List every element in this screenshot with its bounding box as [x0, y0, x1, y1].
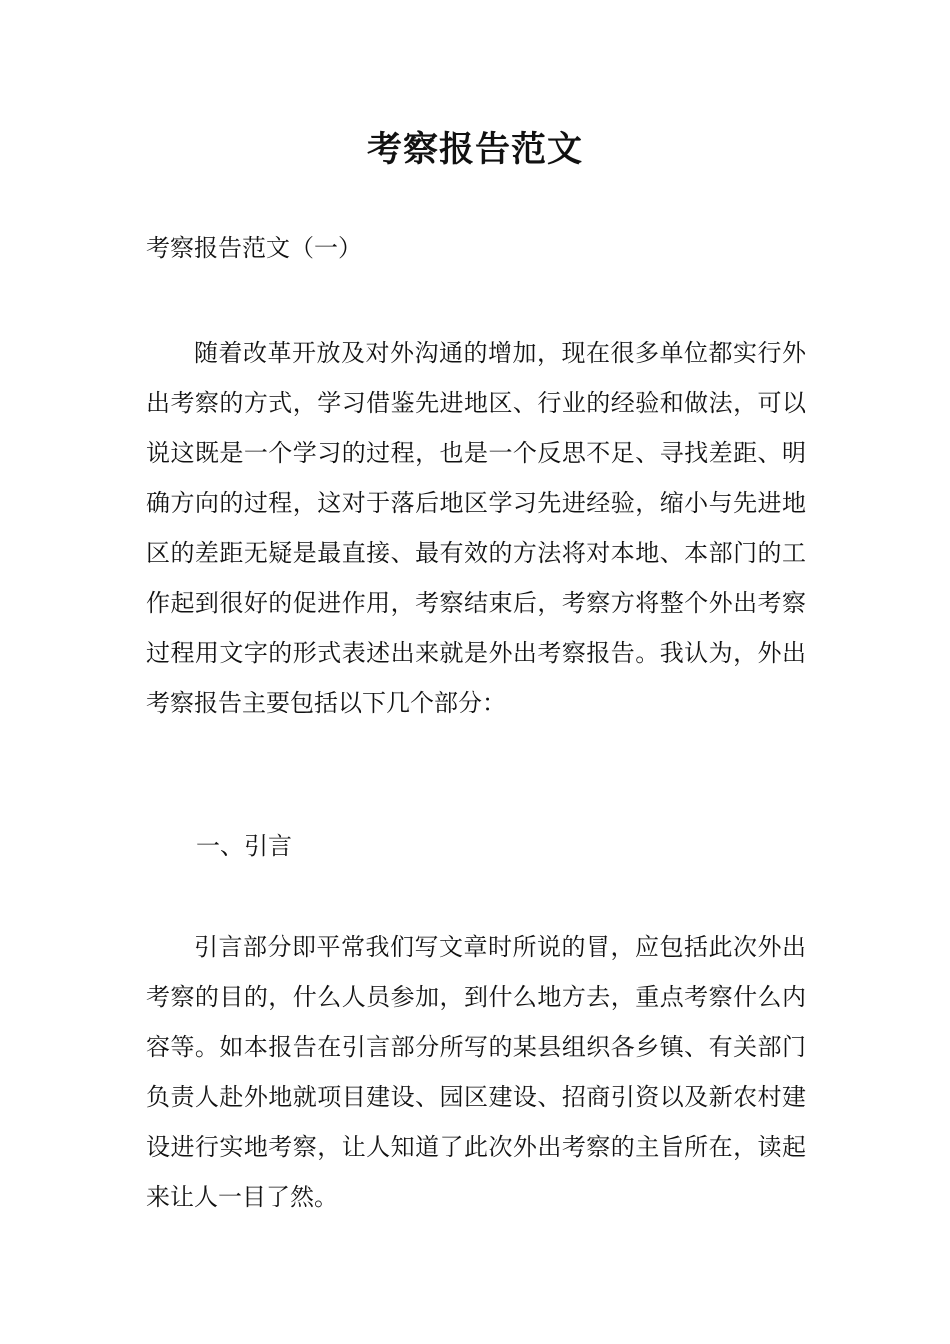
section-heading: 考察报告范文（一）	[146, 234, 362, 262]
paragraph-intro: 随着改革开放及对外沟通的增加，现在很多单位都实行外出考察的方式，学习借鉴先进地区、行业的经验和做法，可以说这既是一个学习的过程，也是一个反思不足、寻找差距、明确方向的过程，这对于落后地区学习先进经验，缩小与先进地区的差距无疑是最直接、最有效的方法将对本地、本部门的工作起到很好的促进作用，考察结束后，考察方将整个外出考察过程用文字的形式表述出来就是外出考察报告。我认为，外出考察报告主要包括以下几个部分：	[146, 339, 806, 717]
subheading-introduction: 一、引言	[196, 832, 292, 860]
document-title: 考察报告范文	[366, 130, 583, 170]
paragraph-introduction-body: 引言部分即平常我们写文章时所说的冒，应包括此次外出考察的目的，什么人员参加，到什么地方去，重点考察什么内容等。如本报告在引言部分所写的某县组织各乡镇、有关部门负责人赴外地就项目建设、园区建设、招商引资以及新农村建设进行实地考察，让人知道了此次外出考察的主旨所在，读起来让人一目了然。	[146, 933, 806, 1211]
